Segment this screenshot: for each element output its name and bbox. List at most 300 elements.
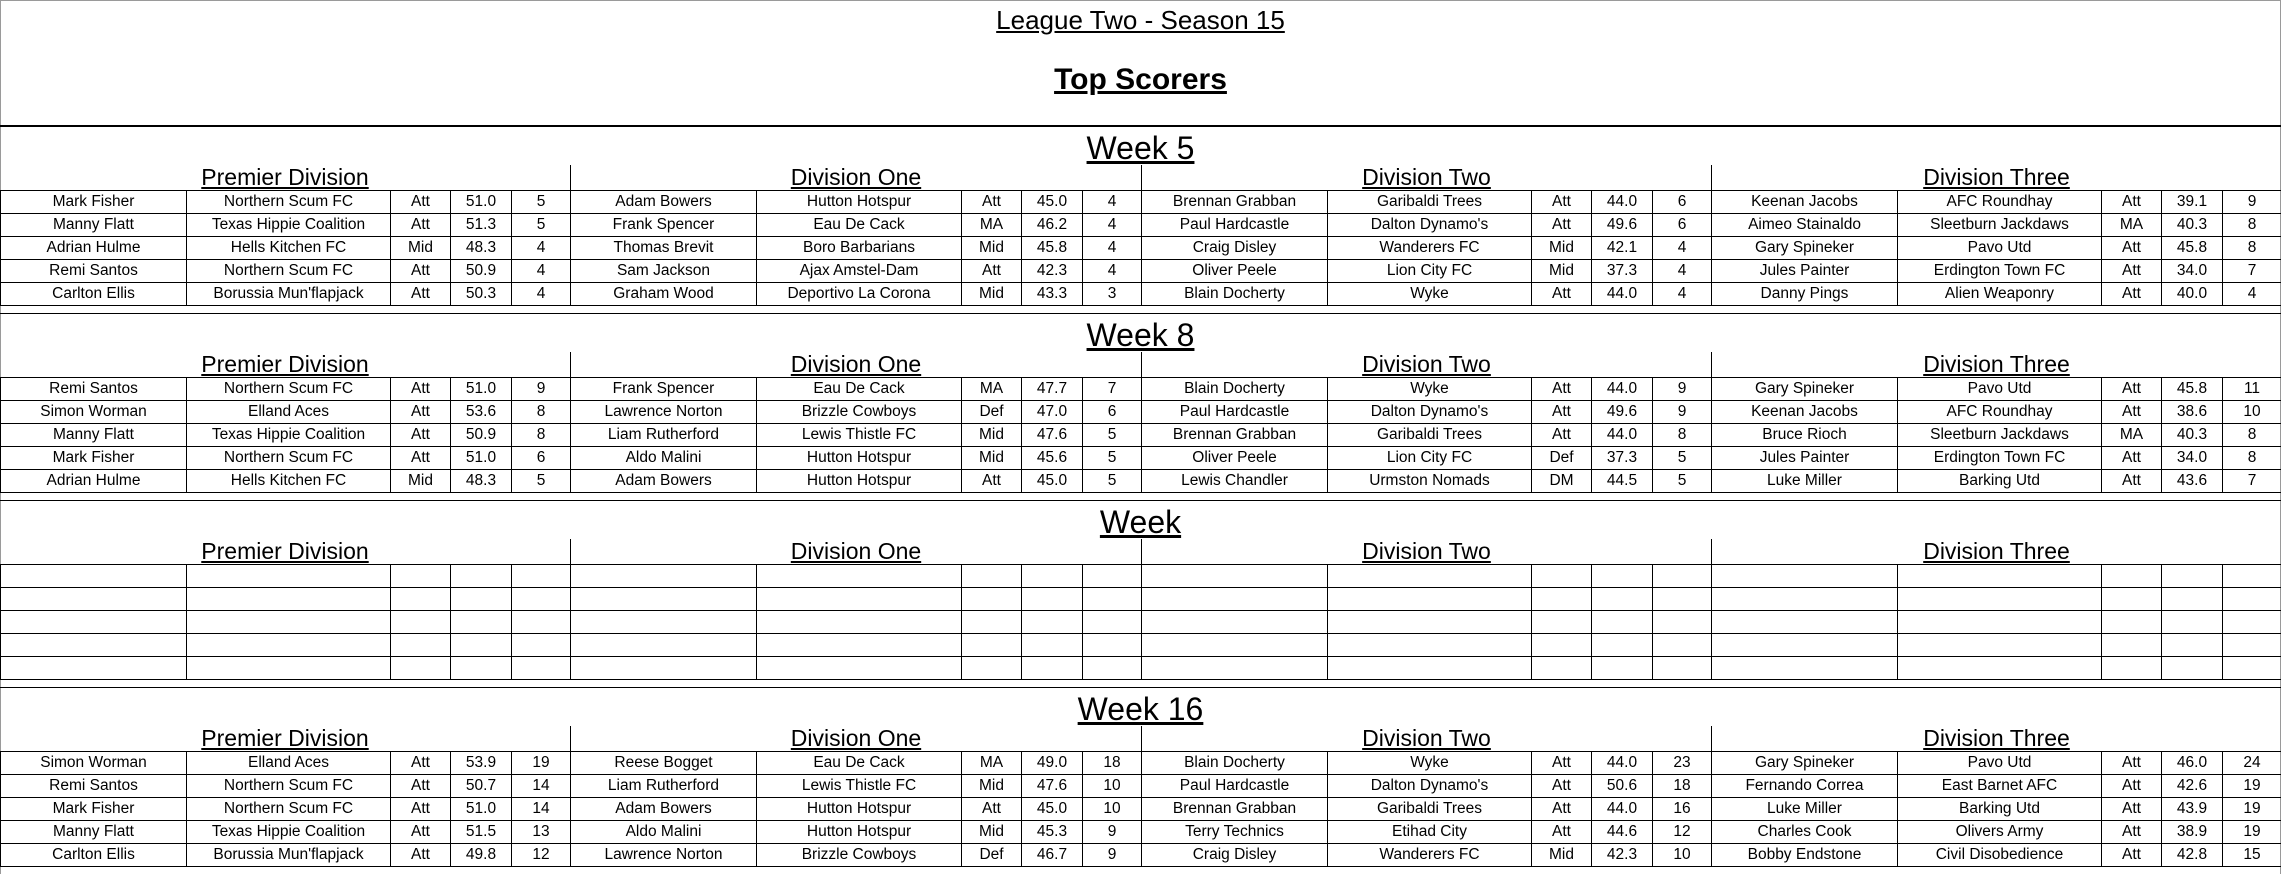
club-cell[interactable]: Hutton Hotspur — [757, 821, 962, 844]
rating-cell[interactable]: 49.6 — [1592, 401, 1653, 424]
player-name-cell[interactable]: Blain Docherty — [1142, 378, 1328, 401]
position-cell[interactable]: Att — [1532, 401, 1592, 424]
position-cell[interactable] — [391, 634, 451, 657]
position-cell[interactable]: MA — [962, 378, 1022, 401]
position-cell[interactable]: Att — [2102, 821, 2162, 844]
club-cell[interactable] — [1328, 588, 1532, 611]
player-name-cell[interactable]: Brennan Grabban — [1142, 191, 1328, 214]
position-cell[interactable]: Def — [962, 401, 1022, 424]
player-name-cell[interactable]: Craig Disley — [1142, 844, 1328, 867]
rating-cell[interactable]: 51.0 — [451, 447, 512, 470]
club-cell[interactable] — [187, 565, 391, 588]
club-cell[interactable] — [1898, 588, 2102, 611]
player-name-cell[interactable]: Aldo Malini — [571, 447, 757, 470]
goals-cell[interactable]: 4 — [1653, 283, 1712, 306]
player-name-cell[interactable]: Jules Painter — [1712, 447, 1898, 470]
player-name-cell[interactable]: Keenan Jacobs — [1712, 401, 1898, 424]
player-name-cell[interactable]: Fernando Correa — [1712, 775, 1898, 798]
club-cell[interactable] — [1328, 565, 1532, 588]
position-cell[interactable]: Att — [391, 191, 451, 214]
player-name-cell[interactable]: Paul Hardcastle — [1142, 401, 1328, 424]
player-name-cell[interactable]: Mark Fisher — [1, 447, 187, 470]
club-cell[interactable]: Texas Hippie Coalition — [187, 214, 391, 237]
player-name-cell[interactable]: Adam Bowers — [571, 470, 757, 493]
position-cell[interactable]: Att — [391, 260, 451, 283]
club-cell[interactable]: Garibaldi Trees — [1328, 798, 1532, 821]
rating-cell[interactable]: 47.7 — [1022, 378, 1083, 401]
rating-cell[interactable] — [1022, 588, 1083, 611]
club-cell[interactable] — [187, 634, 391, 657]
club-cell[interactable]: Dalton Dynamo's — [1328, 401, 1532, 424]
player-name-cell[interactable]: Adrian Hulme — [1, 470, 187, 493]
position-cell[interactable] — [962, 588, 1022, 611]
goals-cell[interactable]: 10 — [1083, 775, 1142, 798]
goals-cell[interactable]: 19 — [2223, 798, 2281, 821]
club-cell[interactable]: Elland Aces — [187, 401, 391, 424]
position-cell[interactable]: Att — [2102, 447, 2162, 470]
position-cell[interactable]: Att — [2102, 378, 2162, 401]
club-cell[interactable]: Wyke — [1328, 378, 1532, 401]
position-cell[interactable] — [391, 657, 451, 680]
club-cell[interactable]: Hells Kitchen FC — [187, 470, 391, 493]
position-cell[interactable]: Att — [391, 214, 451, 237]
player-name-cell[interactable] — [1, 611, 187, 634]
goals-cell[interactable] — [2223, 565, 2281, 588]
player-name-cell[interactable]: Lewis Chandler — [1142, 470, 1328, 493]
position-cell[interactable]: Att — [2102, 752, 2162, 775]
rating-cell[interactable]: 44.0 — [1592, 191, 1653, 214]
player-name-cell[interactable]: Bruce Rioch — [1712, 424, 1898, 447]
player-name-cell[interactable]: Bobby Endstone — [1712, 844, 1898, 867]
goals-cell[interactable]: 12 — [1653, 821, 1712, 844]
player-name-cell[interactable]: Thomas Brevit — [571, 237, 757, 260]
rating-cell[interactable]: 47.6 — [1022, 775, 1083, 798]
rating-cell[interactable]: 51.5 — [451, 821, 512, 844]
club-cell[interactable]: Northern Scum FC — [187, 447, 391, 470]
position-cell[interactable]: Mid — [1532, 844, 1592, 867]
player-name-cell[interactable] — [571, 565, 757, 588]
player-name-cell[interactable]: Oliver Peele — [1142, 260, 1328, 283]
player-name-cell[interactable] — [571, 588, 757, 611]
goals-cell[interactable] — [1083, 611, 1142, 634]
position-cell[interactable]: Att — [1532, 775, 1592, 798]
goals-cell[interactable]: 4 — [1653, 260, 1712, 283]
club-cell[interactable]: Lewis Thistle FC — [757, 424, 962, 447]
position-cell[interactable]: Att — [962, 798, 1022, 821]
player-name-cell[interactable]: Blain Docherty — [1142, 752, 1328, 775]
club-cell[interactable]: Wanderers FC — [1328, 844, 1532, 867]
rating-cell[interactable]: 44.6 — [1592, 821, 1653, 844]
player-name-cell[interactable]: Luke Miller — [1712, 798, 1898, 821]
player-name-cell[interactable]: Aldo Malini — [571, 821, 757, 844]
goals-cell[interactable] — [512, 657, 571, 680]
club-cell[interactable]: Hells Kitchen FC — [187, 237, 391, 260]
player-name-cell[interactable] — [1712, 634, 1898, 657]
goals-cell[interactable]: 4 — [2223, 283, 2281, 306]
player-name-cell[interactable] — [571, 611, 757, 634]
club-cell[interactable] — [757, 588, 962, 611]
position-cell[interactable]: Att — [391, 283, 451, 306]
position-cell[interactable]: Att — [1532, 798, 1592, 821]
goals-cell[interactable]: 15 — [2223, 844, 2281, 867]
goals-cell[interactable]: 5 — [512, 191, 571, 214]
club-cell[interactable]: Eau De Cack — [757, 378, 962, 401]
rating-cell[interactable]: 50.6 — [1592, 775, 1653, 798]
position-cell[interactable] — [962, 657, 1022, 680]
goals-cell[interactable] — [2223, 634, 2281, 657]
player-name-cell[interactable] — [1, 588, 187, 611]
club-cell[interactable]: Brizzle Cowboys — [757, 401, 962, 424]
player-name-cell[interactable]: Liam Rutherford — [571, 424, 757, 447]
position-cell[interactable]: Att — [1532, 191, 1592, 214]
player-name-cell[interactable] — [1142, 634, 1328, 657]
goals-cell[interactable]: 19 — [2223, 775, 2281, 798]
rating-cell[interactable]: 46.0 — [2162, 752, 2223, 775]
rating-cell[interactable]: 49.6 — [1592, 214, 1653, 237]
position-cell[interactable]: Att — [2102, 260, 2162, 283]
rating-cell[interactable]: 37.3 — [1592, 447, 1653, 470]
position-cell[interactable]: DM — [1532, 470, 1592, 493]
player-name-cell[interactable]: Adam Bowers — [571, 798, 757, 821]
rating-cell[interactable]: 51.0 — [451, 191, 512, 214]
player-name-cell[interactable]: Danny Pings — [1712, 283, 1898, 306]
goals-cell[interactable] — [1083, 588, 1142, 611]
position-cell[interactable]: Att — [2102, 191, 2162, 214]
player-name-cell[interactable]: Carlton Ellis — [1, 844, 187, 867]
player-name-cell[interactable]: Aimeo Stainaldo — [1712, 214, 1898, 237]
club-cell[interactable]: Pavo Utd — [1898, 378, 2102, 401]
rating-cell[interactable] — [1592, 611, 1653, 634]
goals-cell[interactable] — [1083, 565, 1142, 588]
rating-cell[interactable]: 44.0 — [1592, 283, 1653, 306]
rating-cell[interactable] — [451, 611, 512, 634]
player-name-cell[interactable]: Charles Cook — [1712, 821, 1898, 844]
player-name-cell[interactable] — [1, 657, 187, 680]
club-cell[interactable] — [757, 634, 962, 657]
club-cell[interactable]: Wyke — [1328, 283, 1532, 306]
position-cell[interactable] — [1532, 588, 1592, 611]
player-name-cell[interactable] — [1, 565, 187, 588]
player-name-cell[interactable] — [1, 634, 187, 657]
player-name-cell[interactable]: Terry Technics — [1142, 821, 1328, 844]
club-cell[interactable]: Northern Scum FC — [187, 798, 391, 821]
rating-cell[interactable]: 40.0 — [2162, 283, 2223, 306]
rating-cell[interactable] — [2162, 657, 2223, 680]
club-cell[interactable]: Boro Barbarians — [757, 237, 962, 260]
club-cell[interactable]: Wyke — [1328, 752, 1532, 775]
goals-cell[interactable]: 4 — [1083, 191, 1142, 214]
player-name-cell[interactable]: Reese Bogget — [571, 752, 757, 775]
position-cell[interactable]: Att — [391, 821, 451, 844]
rating-cell[interactable]: 50.9 — [451, 424, 512, 447]
rating-cell[interactable]: 45.8 — [1022, 237, 1083, 260]
goals-cell[interactable]: 8 — [2223, 424, 2281, 447]
position-cell[interactable] — [1532, 657, 1592, 680]
position-cell[interactable]: Def — [962, 844, 1022, 867]
position-cell[interactable]: Att — [1532, 752, 1592, 775]
position-cell[interactable] — [391, 565, 451, 588]
player-name-cell[interactable]: Mark Fisher — [1, 798, 187, 821]
goals-cell[interactable] — [1653, 611, 1712, 634]
position-cell[interactable]: Att — [2102, 237, 2162, 260]
club-cell[interactable]: Garibaldi Trees — [1328, 424, 1532, 447]
club-cell[interactable]: East Barnet AFC — [1898, 775, 2102, 798]
position-cell[interactable]: Mid — [962, 283, 1022, 306]
player-name-cell[interactable]: Brennan Grabban — [1142, 798, 1328, 821]
rating-cell[interactable]: 45.0 — [1022, 191, 1083, 214]
position-cell[interactable]: Mid — [1532, 260, 1592, 283]
club-cell[interactable]: Urmston Nomads — [1328, 470, 1532, 493]
goals-cell[interactable] — [512, 611, 571, 634]
club-cell[interactable] — [187, 588, 391, 611]
position-cell[interactable]: Att — [962, 260, 1022, 283]
goals-cell[interactable] — [2223, 588, 2281, 611]
goals-cell[interactable] — [512, 634, 571, 657]
position-cell[interactable] — [2102, 565, 2162, 588]
player-name-cell[interactable]: Liam Rutherford — [571, 775, 757, 798]
club-cell[interactable]: Pavo Utd — [1898, 752, 2102, 775]
goals-cell[interactable]: 4 — [1083, 214, 1142, 237]
rating-cell[interactable]: 50.9 — [451, 260, 512, 283]
position-cell[interactable]: Mid — [962, 821, 1022, 844]
player-name-cell[interactable]: Manny Flatt — [1, 821, 187, 844]
position-cell[interactable]: Att — [2102, 798, 2162, 821]
rating-cell[interactable] — [451, 588, 512, 611]
player-name-cell[interactable]: Jules Painter — [1712, 260, 1898, 283]
goals-cell[interactable]: 9 — [1083, 821, 1142, 844]
player-name-cell[interactable]: Mark Fisher — [1, 191, 187, 214]
position-cell[interactable]: MA — [962, 214, 1022, 237]
rating-cell[interactable] — [1592, 657, 1653, 680]
player-name-cell[interactable]: Remi Santos — [1, 378, 187, 401]
player-name-cell[interactable] — [571, 634, 757, 657]
player-name-cell[interactable]: Remi Santos — [1, 260, 187, 283]
club-cell[interactable]: Pavo Utd — [1898, 237, 2102, 260]
position-cell[interactable]: Mid — [962, 237, 1022, 260]
goals-cell[interactable]: 5 — [512, 470, 571, 493]
position-cell[interactable]: Att — [2102, 401, 2162, 424]
player-name-cell[interactable]: Frank Spencer — [571, 214, 757, 237]
club-cell[interactable] — [1328, 657, 1532, 680]
rating-cell[interactable]: 38.9 — [2162, 821, 2223, 844]
rating-cell[interactable]: 49.0 — [1022, 752, 1083, 775]
club-cell[interactable] — [757, 611, 962, 634]
club-cell[interactable]: Lewis Thistle FC — [757, 775, 962, 798]
position-cell[interactable]: Att — [2102, 470, 2162, 493]
rating-cell[interactable]: 42.3 — [1022, 260, 1083, 283]
position-cell[interactable]: Mid — [391, 470, 451, 493]
goals-cell[interactable]: 4 — [1653, 237, 1712, 260]
rating-cell[interactable]: 37.3 — [1592, 260, 1653, 283]
club-cell[interactable] — [1898, 657, 2102, 680]
player-name-cell[interactable] — [1142, 565, 1328, 588]
club-cell[interactable]: Etihad City — [1328, 821, 1532, 844]
player-name-cell[interactable]: Luke Miller — [1712, 470, 1898, 493]
rating-cell[interactable]: 49.8 — [451, 844, 512, 867]
goals-cell[interactable]: 6 — [1653, 191, 1712, 214]
player-name-cell[interactable]: Sam Jackson — [571, 260, 757, 283]
goals-cell[interactable]: 14 — [512, 798, 571, 821]
goals-cell[interactable]: 7 — [2223, 470, 2281, 493]
club-cell[interactable]: Borussia Mun'flapjack — [187, 844, 391, 867]
goals-cell[interactable]: 14 — [512, 775, 571, 798]
player-name-cell[interactable] — [1142, 611, 1328, 634]
club-cell[interactable] — [1328, 634, 1532, 657]
position-cell[interactable] — [391, 611, 451, 634]
goals-cell[interactable]: 18 — [1083, 752, 1142, 775]
position-cell[interactable]: MA — [2102, 424, 2162, 447]
rating-cell[interactable] — [451, 565, 512, 588]
club-cell[interactable]: Alien Weaponry — [1898, 283, 2102, 306]
player-name-cell[interactable]: Adam Bowers — [571, 191, 757, 214]
goals-cell[interactable] — [1653, 565, 1712, 588]
rating-cell[interactable]: 44.0 — [1592, 378, 1653, 401]
club-cell[interactable]: Hutton Hotspur — [757, 470, 962, 493]
goals-cell[interactable]: 9 — [2223, 191, 2281, 214]
goals-cell[interactable]: 8 — [512, 424, 571, 447]
rating-cell[interactable]: 53.9 — [451, 752, 512, 775]
rating-cell[interactable]: 47.6 — [1022, 424, 1083, 447]
rating-cell[interactable] — [1592, 565, 1653, 588]
rating-cell[interactable]: 42.6 — [2162, 775, 2223, 798]
goals-cell[interactable]: 24 — [2223, 752, 2281, 775]
club-cell[interactable]: Erdington Town FC — [1898, 260, 2102, 283]
goals-cell[interactable] — [512, 588, 571, 611]
position-cell[interactable] — [962, 565, 1022, 588]
rating-cell[interactable]: 44.0 — [1592, 798, 1653, 821]
rating-cell[interactable] — [1022, 611, 1083, 634]
goals-cell[interactable]: 5 — [1083, 447, 1142, 470]
player-name-cell[interactable]: Lawrence Norton — [571, 401, 757, 424]
club-cell[interactable]: Borussia Mun'flapjack — [187, 283, 391, 306]
position-cell[interactable]: Att — [391, 775, 451, 798]
position-cell[interactable]: Att — [391, 378, 451, 401]
rating-cell[interactable]: 42.1 — [1592, 237, 1653, 260]
club-cell[interactable]: Dalton Dynamo's — [1328, 775, 1532, 798]
club-cell[interactable]: Garibaldi Trees — [1328, 191, 1532, 214]
rating-cell[interactable]: 42.8 — [2162, 844, 2223, 867]
goals-cell[interactable] — [2223, 611, 2281, 634]
rating-cell[interactable]: 51.0 — [451, 798, 512, 821]
goals-cell[interactable] — [1083, 634, 1142, 657]
player-name-cell[interactable]: Frank Spencer — [571, 378, 757, 401]
rating-cell[interactable] — [451, 634, 512, 657]
club-cell[interactable] — [187, 657, 391, 680]
club-cell[interactable]: Brizzle Cowboys — [757, 844, 962, 867]
position-cell[interactable] — [1532, 565, 1592, 588]
position-cell[interactable] — [2102, 611, 2162, 634]
rating-cell[interactable] — [2162, 588, 2223, 611]
club-cell[interactable]: Olivers Army — [1898, 821, 2102, 844]
rating-cell[interactable] — [2162, 611, 2223, 634]
position-cell[interactable]: Att — [391, 752, 451, 775]
position-cell[interactable]: Att — [2102, 775, 2162, 798]
club-cell[interactable] — [1328, 611, 1532, 634]
player-name-cell[interactable]: Simon Worman — [1, 401, 187, 424]
player-name-cell[interactable]: Paul Hardcastle — [1142, 214, 1328, 237]
rating-cell[interactable]: 46.7 — [1022, 844, 1083, 867]
club-cell[interactable]: Eau De Cack — [757, 214, 962, 237]
rating-cell[interactable]: 42.3 — [1592, 844, 1653, 867]
rating-cell[interactable]: 46.2 — [1022, 214, 1083, 237]
rating-cell[interactable]: 45.3 — [1022, 821, 1083, 844]
player-name-cell[interactable] — [1712, 611, 1898, 634]
rating-cell[interactable]: 40.3 — [2162, 424, 2223, 447]
player-name-cell[interactable]: Graham Wood — [571, 283, 757, 306]
player-name-cell[interactable]: Oliver Peele — [1142, 447, 1328, 470]
rating-cell[interactable]: 51.0 — [451, 378, 512, 401]
player-name-cell[interactable]: Craig Disley — [1142, 237, 1328, 260]
rating-cell[interactable]: 45.0 — [1022, 470, 1083, 493]
club-cell[interactable] — [757, 657, 962, 680]
club-cell[interactable]: Hutton Hotspur — [757, 191, 962, 214]
goals-cell[interactable] — [1653, 657, 1712, 680]
position-cell[interactable]: Att — [1532, 424, 1592, 447]
player-name-cell[interactable]: Gary Spineker — [1712, 237, 1898, 260]
player-name-cell[interactable] — [1142, 657, 1328, 680]
rating-cell[interactable]: 45.6 — [1022, 447, 1083, 470]
goals-cell[interactable]: 3 — [1083, 283, 1142, 306]
club-cell[interactable]: Dalton Dynamo's — [1328, 214, 1532, 237]
club-cell[interactable]: Texas Hippie Coalition — [187, 821, 391, 844]
club-cell[interactable]: Northern Scum FC — [187, 378, 391, 401]
goals-cell[interactable]: 9 — [1653, 378, 1712, 401]
club-cell[interactable]: AFC Roundhay — [1898, 191, 2102, 214]
rating-cell[interactable] — [1022, 565, 1083, 588]
rating-cell[interactable] — [451, 657, 512, 680]
goals-cell[interactable]: 8 — [512, 401, 571, 424]
position-cell[interactable] — [391, 588, 451, 611]
club-cell[interactable]: Northern Scum FC — [187, 260, 391, 283]
player-name-cell[interactable]: Simon Worman — [1, 752, 187, 775]
player-name-cell[interactable]: Remi Santos — [1, 775, 187, 798]
position-cell[interactable]: Mid — [962, 447, 1022, 470]
position-cell[interactable] — [2102, 588, 2162, 611]
club-cell[interactable] — [757, 565, 962, 588]
player-name-cell[interactable]: Gary Spineker — [1712, 752, 1898, 775]
rating-cell[interactable]: 50.3 — [451, 283, 512, 306]
position-cell[interactable] — [1532, 634, 1592, 657]
position-cell[interactable]: Att — [391, 447, 451, 470]
club-cell[interactable] — [187, 611, 391, 634]
goals-cell[interactable]: 19 — [512, 752, 571, 775]
club-cell[interactable]: Northern Scum FC — [187, 191, 391, 214]
goals-cell[interactable]: 6 — [1083, 401, 1142, 424]
goals-cell[interactable]: 5 — [1083, 424, 1142, 447]
rating-cell[interactable]: 43.3 — [1022, 283, 1083, 306]
player-name-cell[interactable] — [571, 657, 757, 680]
player-name-cell[interactable] — [1712, 565, 1898, 588]
goals-cell[interactable]: 9 — [1083, 844, 1142, 867]
rating-cell[interactable] — [1592, 588, 1653, 611]
player-name-cell[interactable]: Lawrence Norton — [571, 844, 757, 867]
goals-cell[interactable]: 19 — [2223, 821, 2281, 844]
position-cell[interactable]: Att — [391, 424, 451, 447]
goals-cell[interactable]: 4 — [1083, 260, 1142, 283]
goals-cell[interactable]: 8 — [2223, 447, 2281, 470]
rating-cell[interactable] — [1022, 634, 1083, 657]
rating-cell[interactable]: 43.9 — [2162, 798, 2223, 821]
player-name-cell[interactable]: Manny Flatt — [1, 214, 187, 237]
rating-cell[interactable]: 44.0 — [1592, 752, 1653, 775]
position-cell[interactable]: Att — [2102, 844, 2162, 867]
goals-cell[interactable]: 11 — [2223, 378, 2281, 401]
position-cell[interactable]: Def — [1532, 447, 1592, 470]
goals-cell[interactable] — [512, 565, 571, 588]
goals-cell[interactable]: 10 — [1083, 798, 1142, 821]
player-name-cell[interactable]: Adrian Hulme — [1, 237, 187, 260]
goals-cell[interactable]: 4 — [1083, 237, 1142, 260]
